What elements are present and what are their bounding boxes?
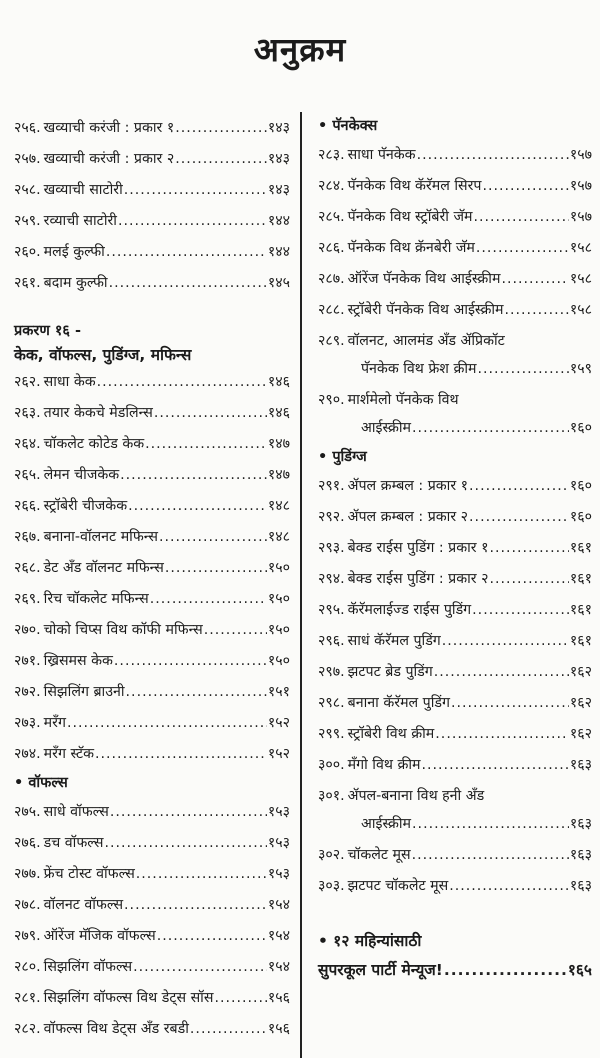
- toc-entry: [318, 533, 592, 564]
- entry-list-puddings-multiline: [318, 781, 592, 840]
- entry-number: २५७.: [14, 151, 41, 167]
- entry-page: १६३: [569, 757, 592, 773]
- entry-number: २७८.: [14, 897, 41, 913]
- entry-title: डेट अँड वॉलनट मफिन्स: [43, 560, 164, 576]
- toc-entry: [14, 237, 290, 268]
- entry-page: १६०: [569, 478, 592, 494]
- leader-dots: [412, 814, 569, 834]
- entry-number: २७९.: [14, 928, 41, 944]
- entry-page: १५८: [569, 240, 592, 256]
- entry-page: १४७: [267, 436, 290, 452]
- leader-dots: [97, 372, 267, 392]
- entry-number: २५६.: [14, 120, 41, 136]
- toc-entry: [14, 429, 290, 460]
- entry-number: २९५.: [318, 602, 345, 618]
- leader-dots: [434, 662, 569, 682]
- entry-title: खव्याची करंजी : प्रकार २: [43, 151, 175, 167]
- entry-title: खव्याची करंजी : प्रकार १: [43, 120, 175, 136]
- entry-title-cont: आईस्क्रीम: [361, 420, 412, 436]
- entry-page: १५३: [267, 835, 290, 851]
- entry-page: १४४: [267, 213, 290, 229]
- leader-dots: [128, 496, 267, 516]
- entry-list-cakes: [14, 367, 290, 770]
- entry-number: २८२.: [14, 1021, 41, 1037]
- entry-number: २९२.: [318, 509, 345, 525]
- entry-page: १५२: [267, 746, 290, 762]
- entry-title: मार्शमेलो पॅनकेक विथ: [347, 392, 459, 408]
- leader-dots: [451, 693, 569, 713]
- entry-page: १५६: [267, 990, 290, 1006]
- leader-dots: [104, 833, 266, 853]
- entry-title: साधं कॅरॅमल पुडिंग: [347, 633, 441, 649]
- entry-number: २९९.: [318, 726, 345, 742]
- toc-entry: [318, 171, 592, 202]
- toc-entry: [14, 367, 290, 398]
- leader-dots: [435, 724, 569, 744]
- toc-entry: [14, 206, 290, 237]
- entry-number: २८९.: [318, 333, 345, 349]
- entry-number: २६९.: [14, 591, 41, 607]
- entry-page: १४३: [267, 151, 290, 167]
- entry-number: २७५.: [14, 804, 41, 820]
- entry-page: १५३: [267, 866, 290, 882]
- entry-page: १५०: [267, 591, 290, 607]
- leader-dots: [442, 631, 569, 651]
- leader-dots: [472, 600, 569, 620]
- entry-title: वॉफल्स विथ डेट्स अँड रबडी: [43, 1021, 189, 1037]
- entry-title: सिझलिंग ब्राउनी: [43, 684, 125, 700]
- entry-title: फ्रेंच टोस्ट वॉफल्स: [43, 866, 135, 882]
- entry-number: २७७.: [14, 866, 41, 882]
- leader-dots: [133, 957, 267, 977]
- entry-page: १६३: [569, 847, 592, 863]
- entry-page: १४६: [267, 405, 290, 421]
- leader-dots: [124, 895, 267, 915]
- entry-number: २५९.: [14, 213, 41, 229]
- entry-title: रिच चॉकलेट मफिन्स: [43, 591, 149, 607]
- entry-number: २७१.: [14, 653, 41, 669]
- toc-entry: [318, 871, 592, 902]
- right-column: [318, 113, 592, 986]
- entry-page: १४८: [267, 529, 290, 545]
- toc-entry: [14, 952, 290, 983]
- entry-number: २६२.: [14, 374, 41, 390]
- leader-dots: [159, 527, 267, 547]
- toc-entry: [14, 144, 290, 175]
- leader-dots: [482, 176, 568, 196]
- entry-page: १६१: [569, 602, 592, 618]
- entry-title: चॉकलेट मूस: [347, 847, 411, 863]
- entry-title: पॅनकेक विथ कॅरॅमल सिरप: [347, 178, 482, 194]
- section-heading-waffles: • वॉफल्स: [14, 775, 68, 791]
- leader-dots: [417, 145, 569, 165]
- section-heading-puddings: • पुडिंग्ज: [318, 449, 367, 465]
- toc-entry: [318, 626, 592, 657]
- column-divider: [300, 112, 302, 1058]
- leader-dots: [124, 180, 267, 200]
- entry-number: २९७.: [318, 664, 345, 680]
- entry-number: २८१.: [14, 990, 41, 1006]
- toc-entry: [14, 739, 290, 770]
- entry-title: साधा पॅनकेक: [347, 147, 416, 163]
- leader-dots: [449, 876, 569, 896]
- toc-entry: [318, 233, 592, 264]
- entry-page: १६३: [569, 878, 592, 894]
- entry-number: २६४.: [14, 436, 41, 452]
- entry-title: तयार केकचे मेडलिन्स: [43, 405, 153, 421]
- entry-number: २६६.: [14, 498, 41, 514]
- leader-dots: [114, 651, 267, 671]
- leader-dots: [109, 273, 267, 293]
- entry-title: मरँग: [43, 715, 66, 731]
- entry-title: बनाना-वॉलनट मफिन्स: [43, 529, 158, 545]
- entry-page: १५९: [569, 361, 592, 377]
- toc-entry: [318, 657, 592, 688]
- toc-entry: [14, 584, 290, 615]
- entry-number: २७६.: [14, 835, 41, 851]
- entry-title: सिझलिंग वॉफल्स: [43, 959, 133, 975]
- toc-entry-line2: [318, 413, 592, 444]
- leader-dots: [412, 845, 569, 865]
- entry-page: १४३: [267, 182, 290, 198]
- leader-dots: [154, 403, 267, 423]
- toc-entry: [318, 750, 592, 781]
- toc-entry: [318, 502, 592, 533]
- entry-page: १४४: [267, 244, 290, 260]
- toc-entry: [14, 522, 290, 553]
- entry-number: २९३.: [318, 540, 345, 556]
- leader-dots: [214, 988, 266, 1008]
- entry-page: १६१: [569, 540, 592, 556]
- leader-dots: [473, 207, 568, 227]
- entry-title: रव्याची साटोरी: [43, 213, 117, 229]
- entry-page: १४६: [267, 374, 290, 390]
- entry-page: १६३: [569, 816, 592, 832]
- entry-title: बेक्ड राईस पुडिंग : प्रकार २: [347, 571, 489, 587]
- entry-list-pancakes: [318, 140, 592, 326]
- toc-entry: [14, 859, 290, 890]
- entry-title: स्ट्रॉबेरी चीजकेक: [43, 498, 128, 514]
- toc-entry: [14, 983, 290, 1014]
- toc-entry: [14, 708, 290, 739]
- entry-page: १४३: [267, 120, 290, 136]
- entry-title: बनाना कॅरॅमल पुडिंग: [347, 695, 450, 711]
- entry-title: स्ट्रॉबेरी पॅनकेक विथ आईस्क्रीम: [347, 302, 504, 318]
- entry-title: झटपट चॉकलेट मूस: [347, 878, 449, 894]
- entry-page: १५७: [569, 209, 592, 225]
- entry-title: खव्याची साटोरी: [43, 182, 123, 198]
- toc-entry: [14, 828, 290, 859]
- entry-page: १६२: [569, 695, 592, 711]
- toc-entry: [14, 921, 290, 952]
- entry-title: वॉलनट, आलमंड अँड ॲप्रिकॉट: [347, 333, 505, 349]
- entry-page: १४५: [267, 275, 290, 291]
- leader-dots: [490, 538, 569, 558]
- leader-dots: [444, 960, 567, 980]
- special-entry-name: सुपरकूल पार्टी मेन्यूज!: [318, 961, 443, 979]
- entry-title: ॲपल क्रम्बल : प्रकार १: [347, 478, 469, 494]
- left-column: [14, 113, 290, 1045]
- entry-list-kulfi: [14, 113, 290, 299]
- page-title: अनुक्रम: [253, 30, 347, 69]
- entry-page: १४७: [267, 467, 290, 483]
- entry-title: चोको चिप्स विथ कॉफी मफिन्स: [43, 622, 203, 638]
- entry-page: १५३: [267, 804, 290, 820]
- leader-dots: [175, 118, 267, 138]
- entry-number: २९८.: [318, 695, 345, 711]
- entry-title: पॅनकेक विथ क्रॅनबेरी जॅम: [347, 240, 475, 256]
- section-heading-pancakes: • पॅनकेक्स: [318, 118, 378, 134]
- entry-number: २६७.: [14, 529, 41, 545]
- entry-page: १६०: [569, 420, 592, 436]
- special-heading: • १२ महिन्यांसाठी: [318, 932, 422, 950]
- leader-dots: [175, 149, 267, 169]
- leader-dots: [478, 359, 569, 379]
- toc-entry: [318, 202, 592, 233]
- chapter-subtitle: केक, वॉफल्स, पुडिंग्ज, मफिन्स: [14, 346, 192, 364]
- leader-dots: [412, 418, 569, 438]
- entry-title: साधे वॉफल्स: [43, 804, 109, 820]
- leader-dots: [476, 238, 569, 258]
- toc-entry: [14, 553, 290, 584]
- entry-title: सिझलिंग वॉफल्स विथ डेट्स सॉस: [43, 990, 214, 1006]
- entry-title: झटपट ब्रेड पुडिंग: [347, 664, 433, 680]
- entry-page: १६१: [569, 633, 592, 649]
- toc-entry: [14, 175, 290, 206]
- toc-entry: [318, 595, 592, 626]
- leader-dots: [490, 569, 569, 589]
- entry-number: २५८.: [14, 182, 41, 198]
- entry-page: १५८: [569, 271, 592, 287]
- toc-entry: [318, 564, 592, 595]
- toc-entry: [318, 840, 592, 871]
- leader-dots: [150, 589, 267, 609]
- entry-page: १५२: [267, 715, 290, 731]
- leader-dots: [190, 1019, 267, 1039]
- entry-number: २८४.: [318, 178, 345, 194]
- toc-entry: [14, 460, 290, 491]
- entry-page: १६१: [569, 571, 592, 587]
- special-entry-page: १६५: [567, 961, 592, 979]
- entry-page: १५४: [267, 928, 290, 944]
- toc-entry: [318, 688, 592, 719]
- entry-number: २७०.: [14, 622, 41, 638]
- toc-entry-line2: [318, 354, 592, 385]
- entry-title-cont: आईस्क्रीम: [361, 816, 412, 832]
- entry-page: १५४: [267, 959, 290, 975]
- toc-entry: [318, 264, 592, 295]
- entry-page: १५०: [267, 622, 290, 638]
- entry-title: ऑरेंज मॅजिक वॉफल्स: [43, 928, 156, 944]
- toc-entry: [14, 797, 290, 828]
- entry-title: वॉलनट वॉफल्स: [43, 897, 124, 913]
- entry-title: मलई कुल्फी: [43, 244, 105, 260]
- leader-dots: [505, 300, 569, 320]
- spacer: [318, 902, 592, 928]
- toc-entry: [14, 1014, 290, 1045]
- toc-entry: [14, 491, 290, 522]
- entry-number: २९०.: [318, 392, 345, 408]
- toc-entry-line1: [318, 385, 592, 413]
- leader-dots: [469, 507, 569, 527]
- entry-number: ३०२.: [318, 847, 345, 863]
- leader-dots: [118, 211, 267, 231]
- entry-title: लेमन चीजकेक: [43, 467, 120, 483]
- entry-number: २६५.: [14, 467, 41, 483]
- entry-page: १५७: [569, 147, 592, 163]
- entry-page: १५७: [569, 178, 592, 194]
- entry-number: २८०.: [14, 959, 41, 975]
- entry-list-puddings-tail: [318, 840, 592, 902]
- leader-dots: [469, 476, 569, 496]
- entry-number: २७२.: [14, 684, 41, 700]
- entry-page: १५४: [267, 897, 290, 913]
- entry-number: २८७.: [318, 271, 345, 287]
- entry-title: ॲपल क्रम्बल : प्रकार २: [347, 509, 469, 525]
- entry-title: साधा केक: [43, 374, 96, 390]
- toc-entry: [14, 268, 290, 299]
- leader-dots: [120, 465, 267, 485]
- leader-dots: [157, 926, 267, 946]
- entry-number: २९४.: [318, 571, 345, 587]
- toc-entry: [14, 615, 290, 646]
- entry-list-pancakes-multiline: [318, 326, 592, 444]
- entry-page: १५०: [267, 560, 290, 576]
- entry-title: कॅरॅमलाईज्ड राईस पुडिंग: [347, 602, 472, 618]
- toc-entry: [14, 113, 290, 144]
- toc-entry: [318, 295, 592, 326]
- entry-title: मँगो विथ क्रीम: [347, 757, 421, 773]
- entry-number: ३०१.: [318, 788, 345, 804]
- entry-number: २६८.: [14, 560, 41, 576]
- entry-title: ॲपल-बनाना विथ हनी अँड: [347, 788, 485, 804]
- entry-title: ख्रिसमस केक: [43, 653, 113, 669]
- leader-dots: [67, 713, 267, 733]
- entry-title: बेक्ड राईस पुडिंग : प्रकार १: [347, 540, 489, 556]
- leader-dots: [136, 864, 267, 884]
- entry-page: १५६: [267, 1021, 290, 1037]
- entry-number: ३००.: [318, 757, 345, 773]
- entry-number: २८५.: [318, 209, 345, 225]
- entry-title: मरँग स्टॅक: [43, 746, 95, 762]
- entry-title: ऑरेंज पॅनकेक विथ आईस्क्रीम: [347, 271, 501, 287]
- leader-dots: [106, 242, 267, 262]
- toc-entry: [318, 719, 592, 750]
- entry-number: २८८.: [318, 302, 345, 318]
- toc-entry: [318, 471, 592, 502]
- entry-number: २६३.: [14, 405, 41, 421]
- toc-entry: [14, 890, 290, 921]
- special-entry: [318, 955, 592, 986]
- toc-entry: [14, 398, 290, 429]
- leader-dots: [165, 558, 267, 578]
- entry-page: १६०: [569, 509, 592, 525]
- chapter-heading: [14, 319, 290, 367]
- entry-page: १५०: [267, 653, 290, 669]
- leader-dots: [126, 682, 267, 702]
- entry-page: १५८: [569, 302, 592, 318]
- chapter-label: प्रकरण १६ -: [14, 323, 81, 339]
- entry-list-waffles: [14, 797, 290, 1045]
- entry-number: २६०.: [14, 244, 41, 260]
- entry-title: बदाम कुल्फी: [43, 275, 108, 291]
- entry-page: १६२: [569, 664, 592, 680]
- toc-entry: [14, 646, 290, 677]
- entry-page: १४८: [267, 498, 290, 514]
- entry-number: २६१.: [14, 275, 41, 291]
- leader-dots: [501, 269, 568, 289]
- entry-number: २९६.: [318, 633, 345, 649]
- entry-page: १६२: [569, 726, 592, 742]
- leader-dots: [204, 620, 267, 640]
- entry-title: डच वॉफल्स: [43, 835, 104, 851]
- entry-number: २८६.: [318, 240, 345, 256]
- leader-dots: [422, 755, 569, 775]
- leader-dots: [95, 744, 267, 764]
- entry-title: चॉकलेट कोटेड केक: [43, 436, 145, 452]
- toc-entry-line2: [318, 809, 592, 840]
- entry-number: २७३.: [14, 715, 41, 731]
- entry-number: २९१.: [318, 478, 345, 494]
- toc-entry: [14, 677, 290, 708]
- entry-number: ३०३.: [318, 878, 345, 894]
- toc-entry-line1: [318, 781, 592, 809]
- leader-dots: [145, 434, 267, 454]
- toc-entry: [318, 140, 592, 171]
- entry-title-cont: पॅनकेक विथ फ्रेश क्रीम: [361, 361, 477, 377]
- entry-number: २८३.: [318, 147, 345, 163]
- entry-title: स्ट्रॉबेरी विथ क्रीम: [347, 726, 435, 742]
- entry-page: १५१: [267, 684, 290, 700]
- entry-title: पॅनकेक विथ स्ट्रॉबेरी जॅम: [347, 209, 473, 225]
- entry-list-puddings: [318, 471, 592, 781]
- toc-entry-line1: [318, 326, 592, 354]
- entry-number: २७४.: [14, 746, 41, 762]
- spacer: [14, 299, 290, 319]
- leader-dots: [110, 802, 267, 822]
